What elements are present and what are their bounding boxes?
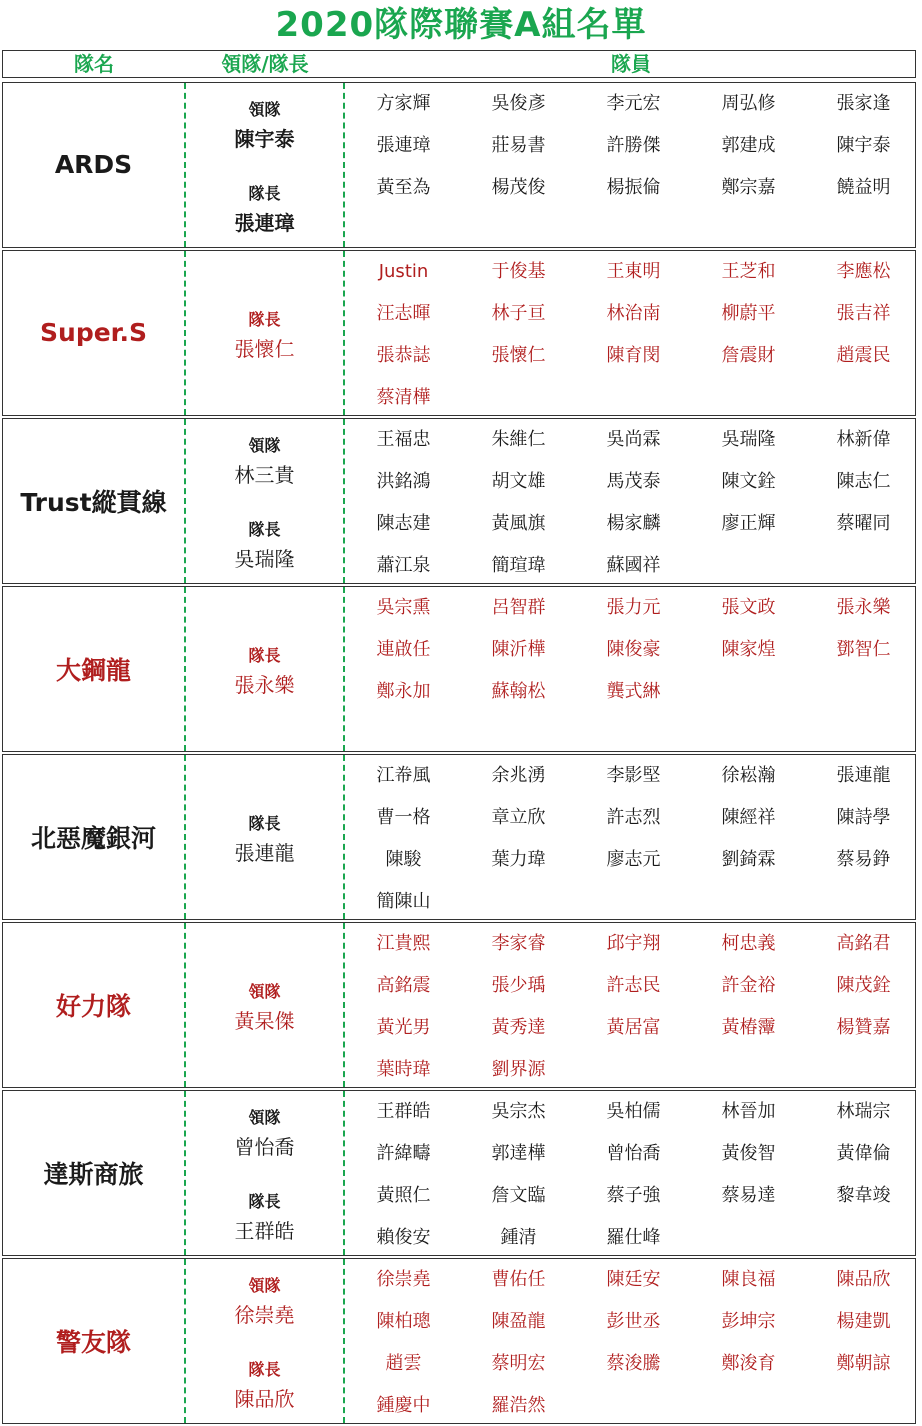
members-cell — [346, 923, 916, 1086]
member-name: 柯忠義 — [721, 933, 776, 954]
member-name: 郭建成 — [721, 135, 776, 156]
member-name: 徐崧瀚 — [721, 765, 776, 786]
table-header — [2, 50, 916, 78]
member-name: 蔡易錚 — [836, 849, 891, 870]
team-row — [2, 82, 916, 248]
role-label: 領隊 — [248, 100, 281, 119]
team-row — [2, 1258, 916, 1424]
leader-name: 陳品欣 — [234, 1387, 295, 1411]
member-name: 張少瑀 — [491, 975, 546, 996]
member-name: 羅仕峰 — [606, 1227, 661, 1248]
role-label: 隊長 — [248, 646, 281, 665]
member-name: 趙雲 — [385, 1353, 422, 1374]
header-team-name: 隊名 — [74, 52, 114, 76]
team-name: ARDS — [54, 150, 133, 179]
member-name: 張吉祥 — [836, 303, 891, 324]
member-name: 龔式綝 — [606, 681, 661, 702]
member-name: 黃椿䨵 — [721, 1017, 776, 1038]
member-name: 許志烈 — [606, 807, 661, 828]
members-cell — [346, 419, 916, 582]
member-name: 王群皓 — [376, 1101, 431, 1122]
member-name: 陳良福 — [721, 1269, 776, 1290]
member-name: 楊家麟 — [606, 513, 661, 534]
member-name: 廖志元 — [606, 849, 661, 870]
role-label: 隊長 — [248, 814, 281, 833]
member-name: 許緯疇 — [376, 1143, 431, 1164]
leader-name: 張連龍 — [234, 841, 295, 865]
leader-cell — [186, 923, 343, 1086]
member-name: 陳俊豪 — [606, 639, 661, 660]
member-name: 黃居富 — [606, 1017, 661, 1038]
member-name: 曾怡喬 — [606, 1143, 661, 1164]
member-name: 蕭江泉 — [376, 555, 431, 576]
member-name: 朱維仁 — [491, 429, 546, 450]
member-name: 許志民 — [606, 975, 661, 996]
role-label: 領隊 — [248, 982, 281, 1001]
member-name: 王東明 — [606, 261, 661, 282]
members-cell — [346, 1259, 916, 1422]
member-name: 陳盈龍 — [491, 1311, 546, 1332]
member-name: 蘇國祥 — [606, 555, 661, 576]
member-name: 林晉加 — [721, 1101, 776, 1122]
members-cell — [346, 83, 916, 246]
team-name: 達斯商旅 — [43, 1159, 144, 1189]
member-name: 蔡明宏 — [491, 1353, 546, 1374]
member-name: 張連龍 — [836, 765, 891, 786]
member-name: 郭達樺 — [491, 1143, 546, 1164]
member-name: 曹一格 — [376, 807, 431, 828]
leader-name: 吳瑞隆 — [234, 547, 295, 571]
member-name: Justin — [378, 261, 429, 282]
member-name: 黎韋竣 — [836, 1185, 891, 1206]
members-cell — [346, 1091, 916, 1254]
team-name: 大鋼龍 — [55, 655, 131, 685]
member-name: 鍾慶中 — [376, 1395, 431, 1416]
member-name: 黃秀達 — [491, 1017, 546, 1038]
member-name: 陳育閔 — [606, 345, 661, 366]
role-label: 領隊 — [248, 1108, 281, 1127]
member-name: 章立欣 — [491, 807, 546, 828]
column-divider — [343, 755, 345, 919]
member-name: 黃俊智 — [721, 1143, 776, 1164]
team-row — [2, 418, 916, 584]
column-divider — [343, 83, 345, 247]
team-row — [2, 250, 916, 416]
member-name: 趙震民 — [836, 345, 891, 366]
member-name: 楊茂俊 — [491, 177, 546, 198]
column-divider — [343, 923, 345, 1087]
member-name: 楊振倫 — [606, 177, 661, 198]
team-name: 北惡魔銀河 — [30, 823, 156, 853]
member-name: 莊易書 — [491, 135, 546, 156]
team-name: 好力隊 — [55, 991, 131, 1021]
member-name: 張文政 — [721, 597, 776, 618]
member-name: 陳志仁 — [836, 471, 891, 492]
member-name: 簡瑄瑋 — [491, 555, 546, 576]
leader-cell — [186, 1091, 343, 1254]
member-name: 黃光男 — [376, 1017, 431, 1038]
role-label: 領隊 — [248, 436, 281, 455]
member-name: 葉時瑋 — [376, 1059, 431, 1080]
leader-name: 張永樂 — [234, 673, 295, 697]
member-name: 林子亘 — [491, 303, 546, 324]
column-divider — [343, 1091, 345, 1255]
member-name: 馬茂泰 — [606, 471, 661, 492]
member-name: 葉力瑋 — [491, 849, 546, 870]
member-name: 周弘修 — [721, 93, 776, 114]
leader-cell — [186, 587, 343, 750]
member-name: 徐崇堯 — [376, 1269, 431, 1290]
member-name: 張力元 — [606, 597, 661, 618]
member-name: 汪志暉 — [376, 303, 431, 324]
leader-name: 張連璋 — [234, 211, 295, 235]
member-name: 賴俊安 — [376, 1227, 431, 1248]
member-name: 廖正輝 — [721, 513, 776, 534]
team-row — [2, 922, 916, 1088]
member-name: 黃至為 — [376, 177, 431, 198]
member-name: 彭坤宗 — [721, 1311, 776, 1332]
member-name: 張懷仁 — [491, 345, 546, 366]
member-name: 陳駿 — [385, 849, 422, 870]
member-name: 李元宏 — [606, 93, 661, 114]
column-divider — [343, 587, 345, 751]
member-name: 陳沂樺 — [491, 639, 546, 660]
team-name: 警友隊 — [55, 1327, 131, 1357]
members-cell — [346, 587, 916, 750]
member-name: 陳宇泰 — [836, 135, 891, 156]
member-name: 羅浩然 — [491, 1395, 546, 1416]
members-cell — [346, 251, 916, 414]
page-title: 2020隊際聯賽A組名單 — [275, 5, 647, 45]
member-name: 陳廷安 — [606, 1269, 661, 1290]
column-divider — [343, 251, 345, 415]
member-name: 李影堅 — [606, 765, 661, 786]
leader-cell — [186, 1259, 343, 1422]
member-name: 吳宗熏 — [376, 597, 431, 618]
member-name: 林新偉 — [836, 429, 891, 450]
member-name: 彭世丞 — [606, 1311, 661, 1332]
column-divider — [343, 1259, 345, 1423]
member-name: 蔡子強 — [606, 1185, 661, 1206]
member-name: 江貴熙 — [376, 933, 431, 954]
leader-name: 徐崇堯 — [234, 1303, 295, 1327]
team-name: Super.S — [40, 318, 147, 347]
member-name: 呂智群 — [491, 597, 546, 618]
member-name: 吳柏儒 — [606, 1101, 661, 1122]
leader-name: 陳宇泰 — [234, 127, 295, 151]
member-name: 吳俊彥 — [491, 93, 546, 114]
member-name: 鄭朝諒 — [836, 1353, 891, 1374]
member-name: 陳品欣 — [836, 1269, 891, 1290]
header-leader: 領隊/隊長 — [221, 52, 309, 76]
member-name: 鄭浚育 — [721, 1353, 776, 1374]
member-name: 張恭誌 — [376, 345, 431, 366]
team-row — [2, 586, 916, 752]
leader-name: 曾怡喬 — [234, 1135, 295, 1159]
member-name: 陳經祥 — [721, 807, 776, 828]
member-name: 鄭宗嘉 — [721, 177, 776, 198]
team-name: Trust縱貫線 — [20, 487, 167, 517]
member-name: 詹文臨 — [491, 1185, 546, 1206]
members-cell — [346, 755, 916, 918]
role-label: 隊長 — [248, 1192, 281, 1211]
leader-cell — [186, 83, 343, 246]
role-label: 隊長 — [248, 1360, 281, 1379]
member-name: 陳茂銓 — [836, 975, 891, 996]
role-label: 隊長 — [248, 310, 281, 329]
member-name: 余兆湧 — [491, 765, 546, 786]
member-name: 于俊基 — [491, 261, 546, 282]
member-name: 林治南 — [606, 303, 661, 324]
member-name: 吳宗杰 — [491, 1101, 546, 1122]
team-row — [2, 1090, 916, 1256]
member-name: 林瑞宗 — [836, 1101, 891, 1122]
member-name: 鄧智仁 — [836, 639, 891, 660]
member-name: 李家睿 — [491, 933, 546, 954]
leader-cell — [186, 419, 343, 582]
member-name: 高銘君 — [836, 933, 891, 954]
member-name: 胡文雄 — [491, 471, 546, 492]
member-name: 饒益明 — [836, 177, 891, 198]
member-name: 張永樂 — [836, 597, 891, 618]
member-name: 吳尚霖 — [606, 429, 661, 450]
member-name: 陳文銓 — [721, 471, 776, 492]
member-name: 邱宇翔 — [606, 933, 661, 954]
leader-name: 張懷仁 — [234, 337, 295, 361]
team-row — [2, 754, 916, 920]
leader-cell — [186, 251, 343, 414]
member-name: 鍾清 — [500, 1227, 537, 1248]
member-name: 簡陳山 — [376, 891, 431, 912]
member-name: 吳瑞隆 — [721, 429, 776, 450]
member-name: 蘇翰松 — [491, 681, 546, 702]
member-name: 陳志建 — [376, 513, 431, 534]
leader-cell — [186, 755, 343, 918]
member-name: 黃偉倫 — [836, 1143, 891, 1164]
member-name: 蔡曜同 — [836, 513, 891, 534]
member-name: 張連璋 — [376, 135, 431, 156]
member-name: 楊建凱 — [836, 1311, 891, 1332]
member-name: 楊贊嘉 — [836, 1017, 891, 1038]
member-name: 柳蔚平 — [721, 303, 776, 324]
member-name: 劉界源 — [491, 1059, 546, 1080]
column-divider — [343, 419, 345, 583]
member-name: 陳詩學 — [836, 807, 891, 828]
leader-name: 黃杲傑 — [234, 1009, 295, 1033]
leader-name: 王群皓 — [234, 1219, 295, 1243]
member-name: 張家逢 — [836, 93, 891, 114]
member-name: 陳柏璁 — [376, 1311, 431, 1332]
header-members: 隊員 — [611, 52, 651, 76]
member-name: 鄭永加 — [376, 681, 431, 702]
member-name: 李應松 — [836, 261, 891, 282]
member-name: 劉錡霖 — [721, 849, 776, 870]
member-name: 江帣風 — [376, 765, 431, 786]
member-name: 詹震財 — [721, 345, 776, 366]
member-name: 蔡浚騰 — [606, 1353, 661, 1374]
member-name: 蔡易達 — [721, 1185, 776, 1206]
member-name: 黃風旗 — [491, 513, 546, 534]
leader-name: 林三貴 — [234, 463, 295, 487]
role-label: 隊長 — [248, 184, 281, 203]
member-name: 許勝傑 — [606, 135, 661, 156]
member-name: 許金裕 — [721, 975, 776, 996]
member-name: 王芝和 — [721, 261, 776, 282]
member-name: 黃照仁 — [376, 1185, 431, 1206]
member-name: 方家輝 — [376, 93, 431, 114]
role-label: 領隊 — [248, 1276, 281, 1295]
member-name: 連啟任 — [376, 639, 431, 660]
member-name: 陳家煌 — [721, 639, 776, 660]
member-name: 曹佑任 — [491, 1269, 546, 1290]
member-name: 洪銘鴻 — [376, 471, 431, 492]
member-name: 蔡清樺 — [376, 387, 431, 408]
member-name: 高銘震 — [376, 975, 431, 996]
role-label: 隊長 — [248, 520, 281, 539]
member-name: 王福忠 — [376, 429, 431, 450]
